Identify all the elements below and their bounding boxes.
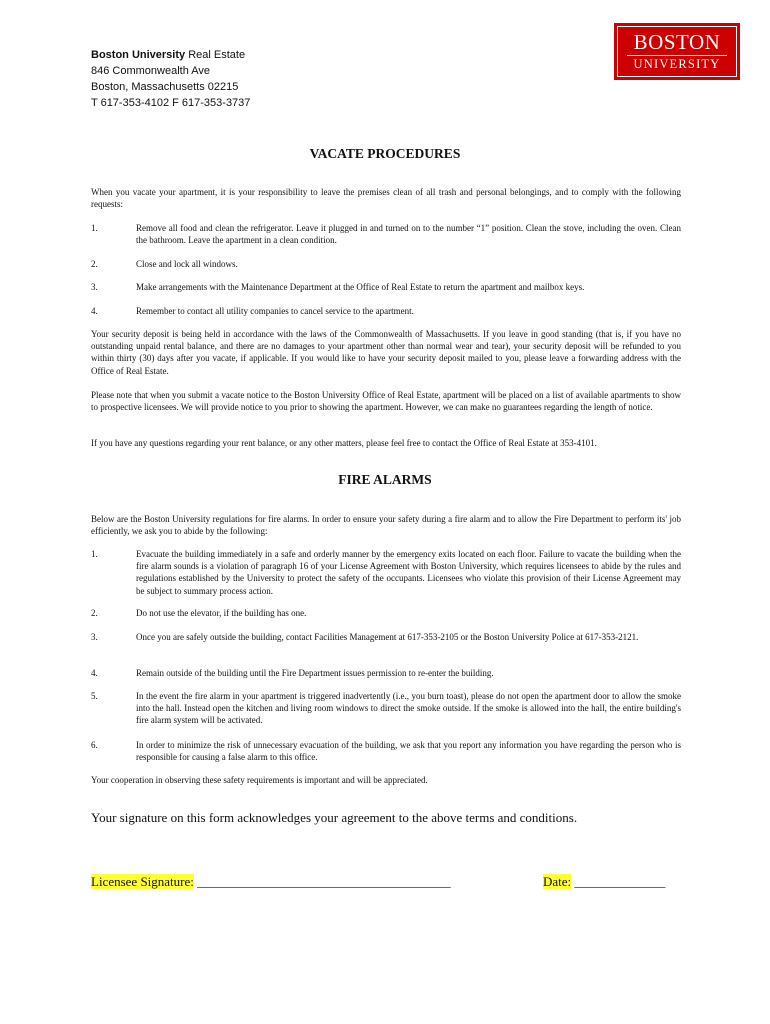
vacate-notice-paragraph: Please note that when you submit a vacate notice to the Boston University Office of Real Estate, apartment will be placed on a list of available apartments to show to prospective licensees. We will provide notice to you prior to showing the apartment. However, we can make no guarantees regarding the length of notice. — [91, 390, 681, 413]
date-field[interactable] — [543, 874, 665, 890]
cooperation-paragraph: Your cooperation in observing these safety requirements is important and will be appreciated. — [91, 775, 428, 785]
item-text: In the event the fire alarm in your apartment is triggered inadvertently (i.e., you burn toast), please do not open the apartment door to allow the smoke into the hall. Instead open the kitchen and living room windows to direct the smoke outside. If the smoke is allowed into the hall, the entire building's fire alarm system will be activated. — [136, 691, 681, 726]
item-number: 4. — [91, 668, 98, 678]
item-number: 1. — [91, 549, 98, 559]
vacate-intro: When you vacate your apartment, it is your responsibility to leave the premises clean of all trash and personal belongings, and to comply with the following requests: — [91, 187, 681, 210]
logo-divider — [627, 55, 727, 56]
item-number: 2. — [91, 608, 98, 618]
vacate-procedures-heading: VACATE PROCEDURES — [309, 146, 461, 161]
item-number: 3. — [91, 282, 98, 292]
licensee-signature-line[interactable]: _______________________________________ — [197, 874, 451, 889]
boston-university-logo — [614, 23, 740, 80]
org-name — [91, 47, 250, 63]
item-text: Remove all food and clean the refrigerator. Leave it plugged in and turned on to the number “1” position. Clean the stove, including the oven. Clean the bathroom. Leave the apartment in a clean condition. — [136, 223, 681, 246]
questions-paragraph: If you have any questions regarding your rent balance, or any other matters, please feel free to contact the Office of Real Estate at 353-4101. — [91, 438, 597, 448]
logo-line-2: UNIVERSITY — [633, 57, 721, 71]
logo-line-1: BOSTON — [633, 30, 721, 54]
phone-fax-line: T 617-353-4102 F 617-353-3737 — [91, 97, 251, 109]
item-number: 4. — [91, 306, 98, 316]
fire-intro: Below are the Boston University regulations for fire alarms. In order to ensure your safety during a fire alarm and to allow the Fire Department to perform its' job efficiently, we ask you to abide by the following: — [91, 514, 681, 537]
item-text: Once you are safely outside the building, contact Facilities Management at 617-353-2105 or the Boston University Police at 617-353-2121. — [136, 632, 639, 642]
address-line-2: Boston, Massachusetts 02215 — [91, 81, 239, 93]
item-number: 2. — [91, 259, 98, 269]
item-text: Make arrangements with the Maintenance Department at the Office of Real Estate to return the apartment and mailbox keys. — [136, 282, 585, 292]
item-text: In order to minimize the risk of unnecessary evacuation of the building, we ask that you report any information you have regarding the person who is responsible for causing a false alarm to this office. — [136, 740, 681, 763]
item-text: Do not use the elevator, if the building has one. — [136, 608, 307, 618]
org-name-rest: Real Estate — [188, 49, 246, 61]
org-name-bold: Boston University — [91, 49, 186, 61]
security-deposit-paragraph: Your security deposit is being held in accordance with the laws of the Commonwealth of Massachusetts. If you leave in good standing (that is, if you have no outstanding unpaid rental balance, and there are no damages to your apartment other than normal wear and tear), your security deposit will be refunded to you within thirty (30) days after you vacate, if applicable. If you would like to have your security deposit mailed to you, please leave a forwarding address with the Office of Real Estate. — [91, 329, 681, 376]
licensee-signature-field[interactable] — [91, 874, 451, 890]
fire-alarms-heading: FIRE ALARMS — [338, 472, 432, 487]
office-address — [91, 47, 250, 111]
item-text: Close and lock all windows. — [136, 259, 238, 269]
item-text: Remain outside of the building until the Fire Department issues permission to re-enter the building. — [136, 668, 494, 678]
item-text: Evacuate the building immediately in a safe and orderly manner by the emergency exits located on each floor. Failure to vacate the building when the fire alarm sounds is a violation of paragraph 16 of your License Agreement with Boston University, which requires licensees to abide by the rules and regulations established by the University to protect the safety of the occupants. Licensees who violate this provision of their License Agreement may be subject to summary process action. — [136, 549, 681, 596]
address-line-1: 846 Commonwealth Ave — [91, 65, 211, 77]
date-label: Date: — [543, 874, 572, 889]
item-number: 1. — [91, 223, 98, 233]
item-number: 6. — [91, 740, 98, 750]
licensee-signature-label: Licensee Signature: — [91, 874, 194, 889]
date-line[interactable]: ______________ — [574, 874, 666, 889]
item-number: 5. — [91, 691, 98, 701]
item-number: 3. — [91, 632, 98, 642]
acknowledgement-statement: Your signature on this form acknowledges your agreement to the above terms and conditions. — [91, 810, 578, 825]
item-text: Remember to contact all utility companies to cancel service to the apartment. — [136, 306, 414, 316]
